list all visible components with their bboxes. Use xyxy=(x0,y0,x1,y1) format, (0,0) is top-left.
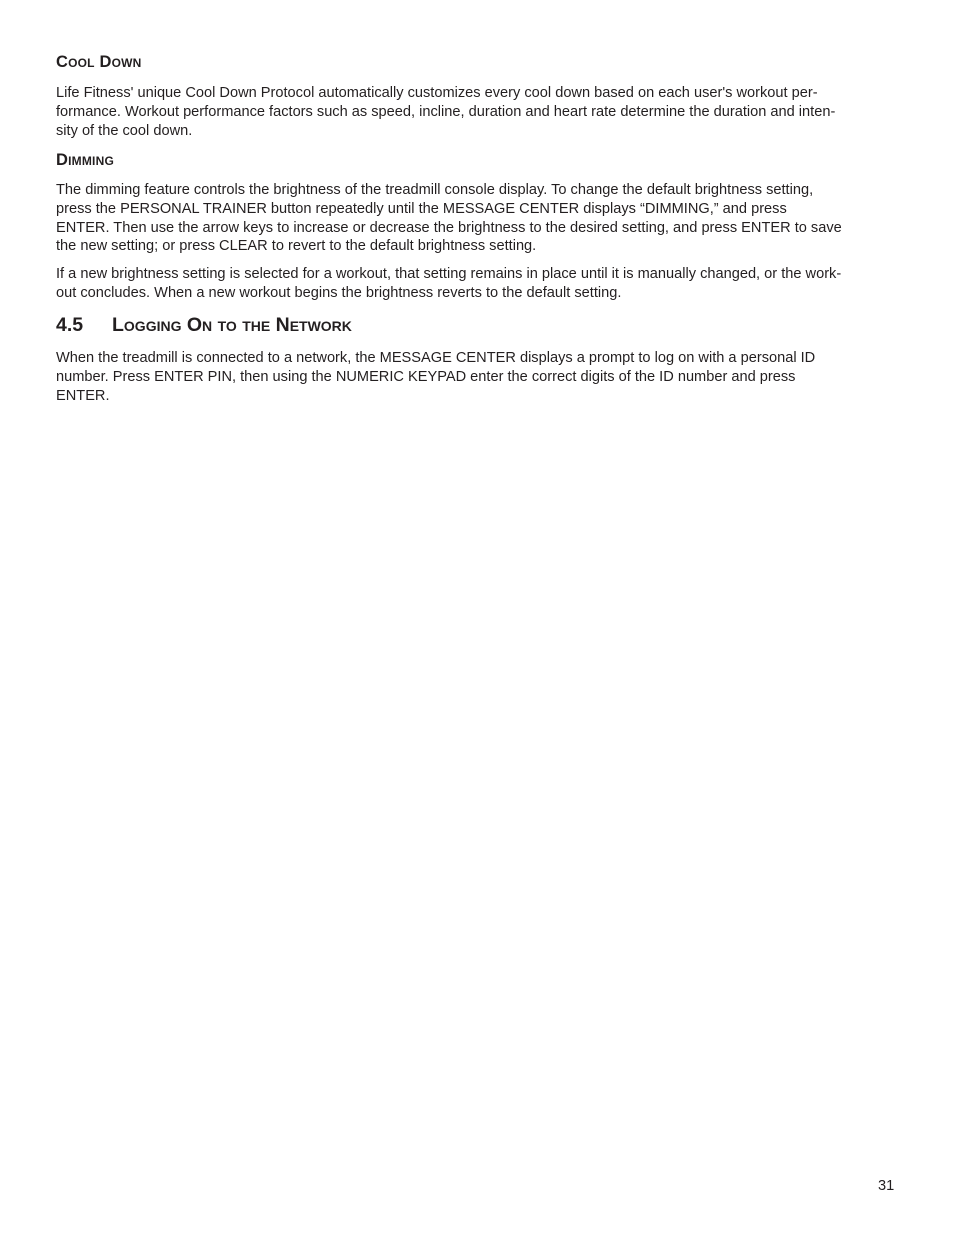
cool-down-paragraph: Life Fitness' unique Cool Down Protocol automatically customizes every cool down based on each user's workout per- formance. Workout performance factors such as speed, incline, duration and heart rate determine the duration and inten- sity of the cool down. xyxy=(56,85,836,139)
dimming-paragraph-1: The dimming feature controls the brightness of the treadmill console display. To change the default brightness setting, press the PERSONAL TRAINER button repeatedly until the MESSAGE CENTER displays “DIMMING,” and press ENTER. Then use the arrow keys to increase or decrease the brightness to the desired setting, and press ENTER to save the new setting; or press CLEAR to revert to the default brightness setting. xyxy=(56,182,842,255)
dimming-paragraph-2: If a new brightness setting is selected for a workout, that setting remains in place until it is manually changed, or the work- out concludes. When a new workout begins the brightness reverts to the default setting. xyxy=(56,266,842,301)
cool-down-heading: Cool Down xyxy=(56,53,142,71)
section-title: Logging On to the Network xyxy=(112,314,352,336)
dimming-heading: Dimming xyxy=(56,151,114,169)
page-number: 31 xyxy=(878,1178,895,1194)
section-number: 4.5 xyxy=(56,314,84,336)
section-4-5-heading xyxy=(56,313,352,337)
logging-on-paragraph: When the treadmill is connected to a network, the MESSAGE CENTER displays a prompt to log on with a personal ID number. Press ENTER PIN, then using the NUMERIC KEYPAD enter the correct digits of the ID number and press ENTER. xyxy=(56,350,816,404)
